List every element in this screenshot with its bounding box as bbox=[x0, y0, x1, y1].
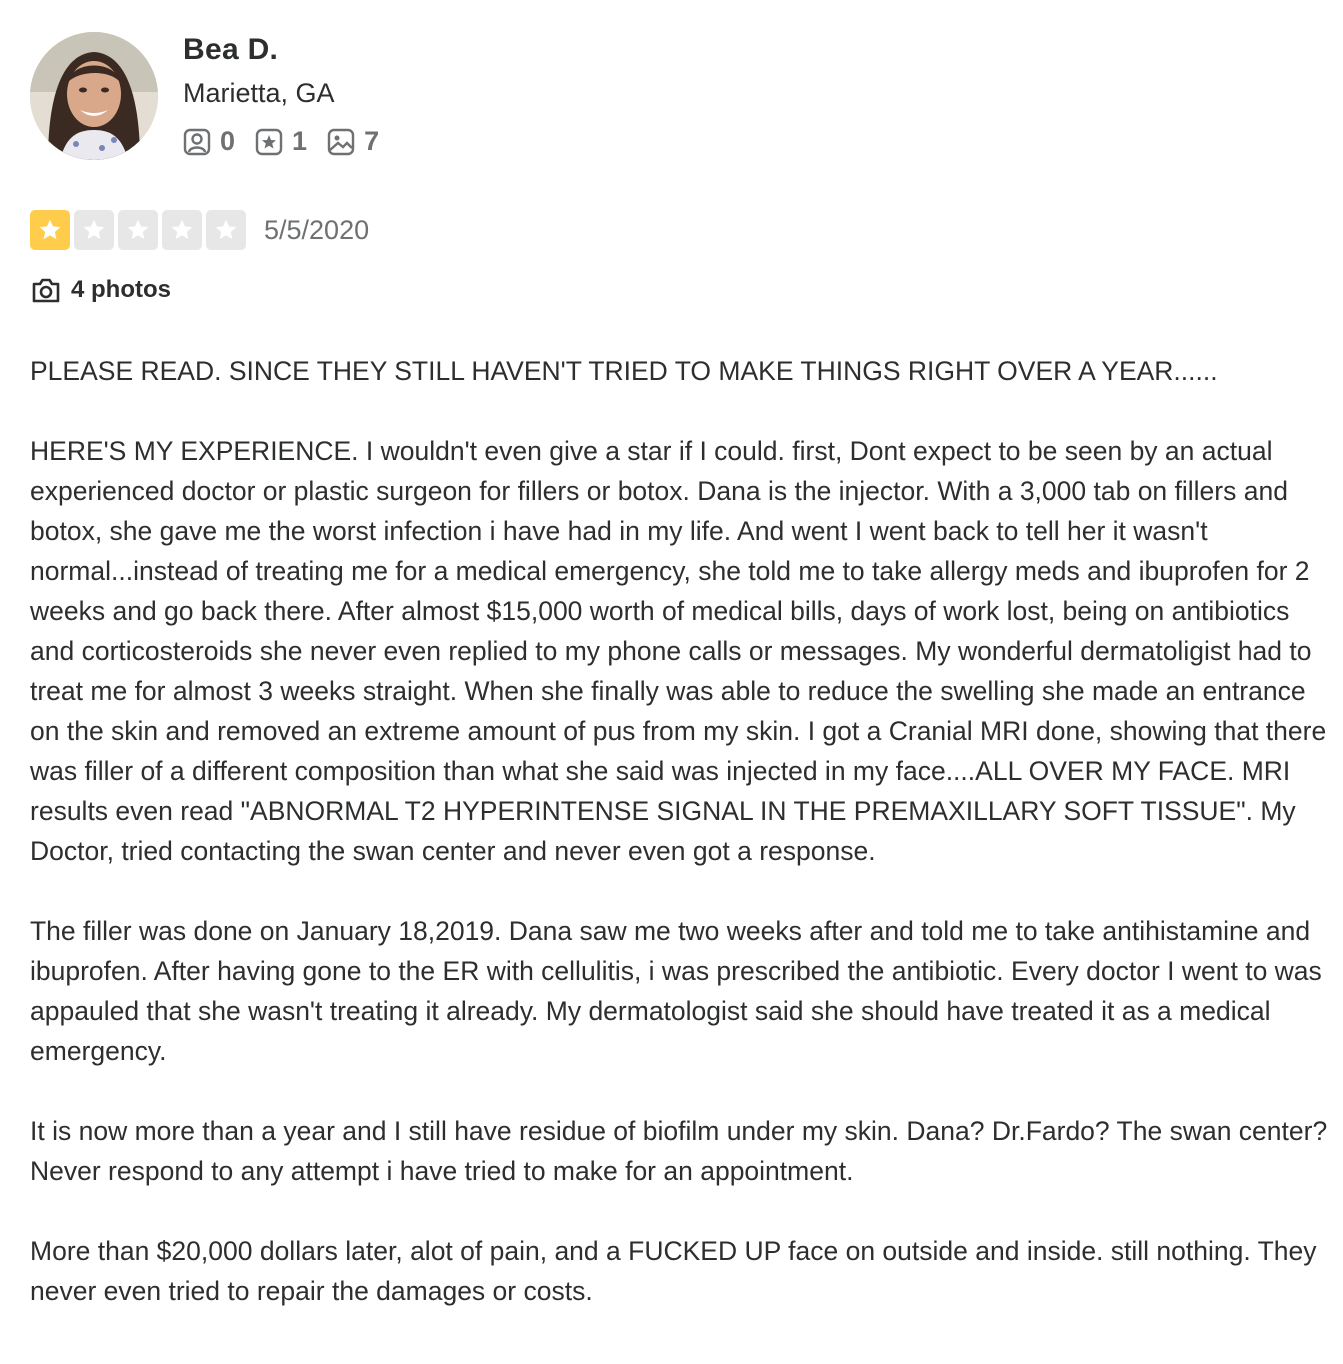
photo-icon bbox=[327, 128, 355, 156]
star-empty-icon bbox=[118, 210, 158, 250]
photos-stat bbox=[327, 126, 379, 157]
review-star-icon bbox=[255, 128, 283, 156]
star-empty-icon bbox=[206, 210, 246, 250]
user-location: Marietta, GA bbox=[183, 78, 335, 108]
camera-icon bbox=[31, 276, 61, 304]
review-paragraph: It is now more than a year and I still have residue of biofilm under my skin. Dana? Dr.Fardo? The swan center? Never respond to any attempt i have tried to make for an appointment. bbox=[30, 1116, 1328, 1186]
star-empty-icon bbox=[74, 210, 114, 250]
review-rating bbox=[30, 210, 369, 250]
review-date: 5/5/2020 bbox=[264, 214, 370, 245]
star-rating bbox=[30, 210, 250, 250]
friends-count: 0 bbox=[220, 126, 236, 156]
review-photos-link[interactable] bbox=[31, 276, 171, 304]
photos-count: 7 bbox=[364, 126, 380, 156]
review-paragraph: The filler was done on January 18,2019. Dana saw me two weeks after and told me to take antihistamine and ibuprofen. After having gone to the ER with cellulitis, i was prescribed the antibiotic. Every doctor I went to was appauled that she wasn't treating it already. My dermatologist said she should have treated it as a medical emergency. bbox=[30, 916, 1322, 1066]
star-filled-icon bbox=[30, 210, 70, 250]
user-avatar[interactable] bbox=[30, 32, 158, 160]
star-empty-icon bbox=[162, 210, 202, 250]
review-body bbox=[30, 351, 1335, 1351]
review-paragraph: PLEASE READ. SINCE THEY STILL HAVEN'T TRIED TO MAKE THINGS RIGHT OVER A YEAR...... bbox=[30, 356, 1218, 386]
user-name[interactable]: Bea D. bbox=[183, 33, 279, 66]
review-paragraph: HERE'S MY EXPERIENCE. I wouldn't even give a star if I could. first, Dont expect to be seen by an actual experienced doctor or plastic surgeon for fillers or botox. Dana is the injector. With a 3,000 tab on fillers and botox, she gave me the worst infection i have had in my life. And went I went back to tell her it wasn't normal...instead of treating me for a medical emergency, she told me to take allergy meds and ibuprofen for 2 weeks and go back there. After almost $15,000 worth of medical bills, days of work lost, being on antibiotics and corticosteroids she never even replied to my phone calls or messages. My wonderful dermatoligist had to treat me for almost 3 weeks straight. When she finally was able to reduce the swelling she made an entrance on the skin and removed an extreme amount of pus from my skin. I got a Cranial MRI done, showing that there was filler of a different composition than what she said was injected in my face....ALL OVER MY FACE. MRI results even read "ABNORMAL T2 HYPERINTENSE SIGNAL IN THE PREMAXILLARY SOFT TISSUE". My Doctor, tried contacting the swan center and never even got a response. bbox=[30, 436, 1327, 866]
reviews-stat bbox=[255, 126, 307, 157]
review-paragraph: More than $20,000 dollars later, alot of pain, and a FUCKED UP face on outside and inside. still nothing. They never even tried to repair the damages or costs. bbox=[30, 1236, 1317, 1306]
friends-stat bbox=[183, 126, 235, 157]
avatar-image bbox=[30, 32, 158, 160]
friends-icon bbox=[183, 128, 211, 156]
reviews-count: 1 bbox=[292, 126, 308, 156]
photos-link-label: 4 photos bbox=[71, 276, 171, 303]
user-stats bbox=[183, 126, 399, 157]
